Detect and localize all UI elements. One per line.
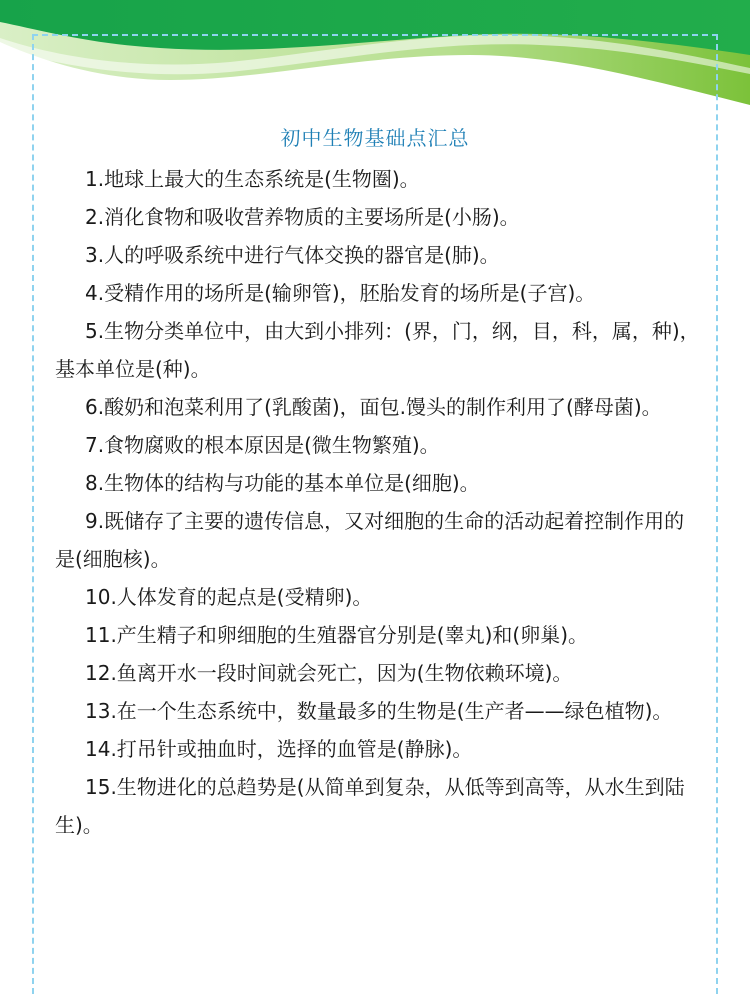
- list-item: 11.产生精子和卵细胞的生殖器官分别是(睾丸)和(卵巢)。: [85, 623, 589, 647]
- page-title: 初中生物基础点汇总: [280, 126, 470, 150]
- list-item: 10.人体发育的起点是(受精卵)。: [85, 585, 373, 609]
- list-item: 4.受精作用的场所是(输卵管)，胚胎发育的场所是(子宫)。: [85, 281, 596, 305]
- list-item: 13.在一个生态系统中，数量最多的生物是(生产者——绿色植物)。: [85, 699, 673, 723]
- list-item: 12.鱼离开水一段时间就会死亡，因为(生物依赖环境)。: [85, 661, 573, 685]
- list-item: 2.消化食物和吸收营养物质的主要场所是(小肠)。: [85, 205, 520, 229]
- list-item: 9.既储存了主要的遗传信息，又对细胞的生命的活动起着控制作用的是(细胞核)。: [55, 509, 685, 571]
- list-item: 1.地球上最大的生态系统是(生物圈)。: [85, 167, 420, 191]
- list-item: 3.人的呼吸系统中进行气体交换的器官是(肺)。: [85, 243, 500, 267]
- list-item: 14.打吊针或抽血时，选择的血管是(静脉)。: [85, 737, 473, 761]
- list-item: 8.生物体的结构与功能的基本单位是(细胞)。: [85, 471, 480, 495]
- list-item: 7.食物腐败的根本原因是(微生物繁殖)。: [85, 433, 440, 457]
- knowledge-point-list: [55, 160, 700, 844]
- list-item: 15.生物进化的总趋势是(从简单到复杂，从低等到高等，从水生到陆生)。: [55, 775, 685, 837]
- list-item: 5.生物分类单位中，由大到小排列：(界，门，纲，目，科，属，种)，基本单位是(种)。: [55, 319, 700, 381]
- list-item: 6.酸奶和泡菜利用了(乳酸菌)，面包.馒头的制作利用了(酵母菌)。: [85, 395, 662, 419]
